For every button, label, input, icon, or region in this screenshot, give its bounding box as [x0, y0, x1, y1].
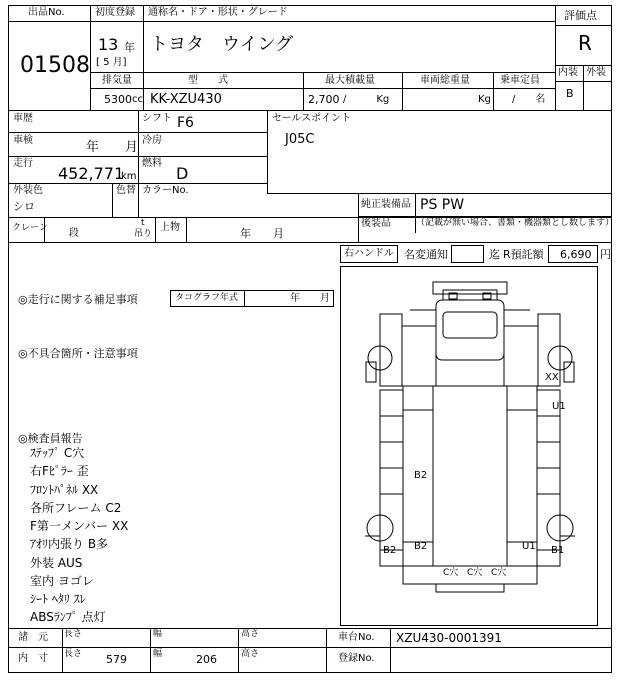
inspector-item: ｼｰﾄ ﾍﾀﾘ ｽﾚ [30, 592, 86, 606]
registration-label: 登録No. [338, 653, 375, 664]
damage-mark: C穴 [443, 568, 459, 578]
interior-grade: B [566, 87, 574, 100]
damage-mark: C穴 [467, 568, 483, 578]
inspector-item: ABSﾗﾝﾌﾟ 点灯 [30, 610, 106, 624]
defects-label: ◎不具合箇所・注意事項 [18, 347, 138, 360]
inspector-item: F第一メンバー XX [30, 519, 129, 533]
color-no-label: 色替 [116, 185, 136, 196]
model-label: 通称名・ドア・形状・グレード [148, 7, 288, 18]
inspector-report-label: ◎検査員報告 [18, 432, 83, 445]
max-load-unit: / Kg [343, 94, 390, 105]
fuel-label: 燃料 [142, 158, 162, 169]
inspector-item: ﾌﾛﾝﾄﾊﾟﾈﾙ XX [30, 483, 99, 497]
damage-mark: B2 [414, 470, 428, 481]
first-reg-year: 13 [98, 35, 119, 54]
displacement-label: 排気量 [102, 75, 132, 86]
inspector-item: 室内 ヨゴレ [30, 574, 94, 588]
capacity-label: 乗車定員 [500, 75, 540, 86]
deposit-amount: 6,690 [560, 248, 592, 261]
length-label: 長さ [64, 649, 83, 659]
height-label: 高さ [241, 649, 260, 659]
chassis-label: 車台No. [338, 632, 375, 643]
inner-width: 206 [196, 653, 217, 666]
mileage-label: 走行 [13, 158, 33, 169]
tachograph-value: 年 月 [290, 293, 330, 304]
width-label: 幅 [153, 649, 163, 659]
shift-label: シフト [142, 113, 172, 124]
mileage-unit: km [121, 171, 137, 182]
damage-mark: XX [545, 372, 559, 383]
aftermarket-note: （記載が無い場合、書類・機器類とし数します） [416, 218, 615, 228]
damage-mark: U1 [522, 541, 536, 552]
max-load-value: 2,700 [308, 93, 340, 106]
interior-label: 内装 [558, 67, 578, 78]
name-change-label: 名変通知 [404, 248, 448, 261]
aftermarket-label: 後装品 [361, 218, 391, 229]
rating-label: 評価点 [564, 9, 597, 22]
inspection-value: 年 月 [86, 140, 139, 155]
inspector-item: ｱｵﾘ内張り B多 [30, 537, 109, 551]
damage-mark: C穴 [491, 568, 507, 578]
sales-point-label: セールスポイント [272, 113, 352, 124]
damage-mark: B2 [414, 541, 428, 552]
type-value: KK-XZU430 [150, 92, 222, 107]
max-load-label: 最大積載量 [325, 75, 375, 86]
inspector-item: ｽﾃｯﾌﾟ C穴 [30, 446, 85, 460]
gvw-label: 車両総重量 [420, 75, 470, 86]
inspector-item: 右Fﾋﾟﾗｰ 歪 [30, 464, 89, 478]
first-reg-month: [ 5 月] [96, 57, 127, 68]
inspector-item: 外装 AUS [30, 556, 83, 570]
sales-point-value: J05C [285, 132, 315, 147]
upper-label: 上物 [160, 222, 180, 233]
color-code-label: カラーNo. [142, 185, 189, 196]
model-name: トヨタ ウイング [150, 34, 294, 55]
damage-mark: B2 [383, 545, 397, 556]
damage-mark: B1 [551, 545, 565, 556]
shift-value: F6 [177, 115, 194, 131]
deposit-prefix: 迄 [489, 248, 500, 261]
color-label: 外装色 [13, 185, 43, 196]
deposit-unit: 円 [600, 248, 611, 261]
stage-unit: 段 [69, 228, 79, 239]
year-unit: 年 [124, 41, 135, 54]
ac-label: 冷房 [142, 135, 162, 146]
type-label: 型 式 [188, 75, 228, 86]
width-label: 幅 [153, 629, 163, 639]
dims-label: 内 寸 [18, 653, 48, 664]
crane-label: クレーン [12, 223, 48, 233]
equipment-value: PS PW [420, 197, 465, 213]
chassis-number: XZU430-0001391 [396, 631, 502, 645]
fuel-value: D [176, 164, 189, 183]
color-value: シロ [13, 200, 35, 213]
equipment-label: 純正装備品 [361, 199, 411, 210]
displacement-unit: cc [132, 94, 143, 105]
inspection-label: 車検 [13, 135, 33, 146]
first-reg-label: 初度登録 [95, 7, 135, 18]
specs-footer-label: 諸 元 [18, 632, 48, 643]
steering-value: 右ハンドル [344, 248, 394, 259]
capacity-unit: / 名 [512, 94, 546, 105]
lot-number: 01508 [20, 53, 90, 78]
length-label: 長さ [64, 629, 83, 639]
deposit-label: R預託額 [503, 248, 544, 261]
tachograph-label: タコグラフ年式 [175, 293, 239, 303]
hook-label: 吊り [134, 229, 153, 239]
inspector-item: 各所フレーム C2 [30, 501, 122, 515]
inner-length: 579 [106, 653, 127, 666]
damage-mark: U1 [552, 401, 566, 412]
mileage-value: 452,771 [58, 164, 125, 183]
height-label: 高さ [241, 629, 260, 639]
history-label: 車歴 [13, 113, 33, 124]
rating-value: R [578, 31, 592, 55]
exterior-label: 外装 [586, 67, 606, 78]
gvw-unit: Kg [478, 94, 491, 105]
name-change-box [451, 245, 484, 263]
driving-remarks-label: ◎走行に関する補足事項 [18, 293, 138, 306]
ton-unit: t [141, 218, 145, 228]
upper-value: 年 月 [240, 227, 284, 240]
lot-label: 出品No. [28, 7, 65, 18]
displacement-value: 5300 [104, 93, 132, 106]
